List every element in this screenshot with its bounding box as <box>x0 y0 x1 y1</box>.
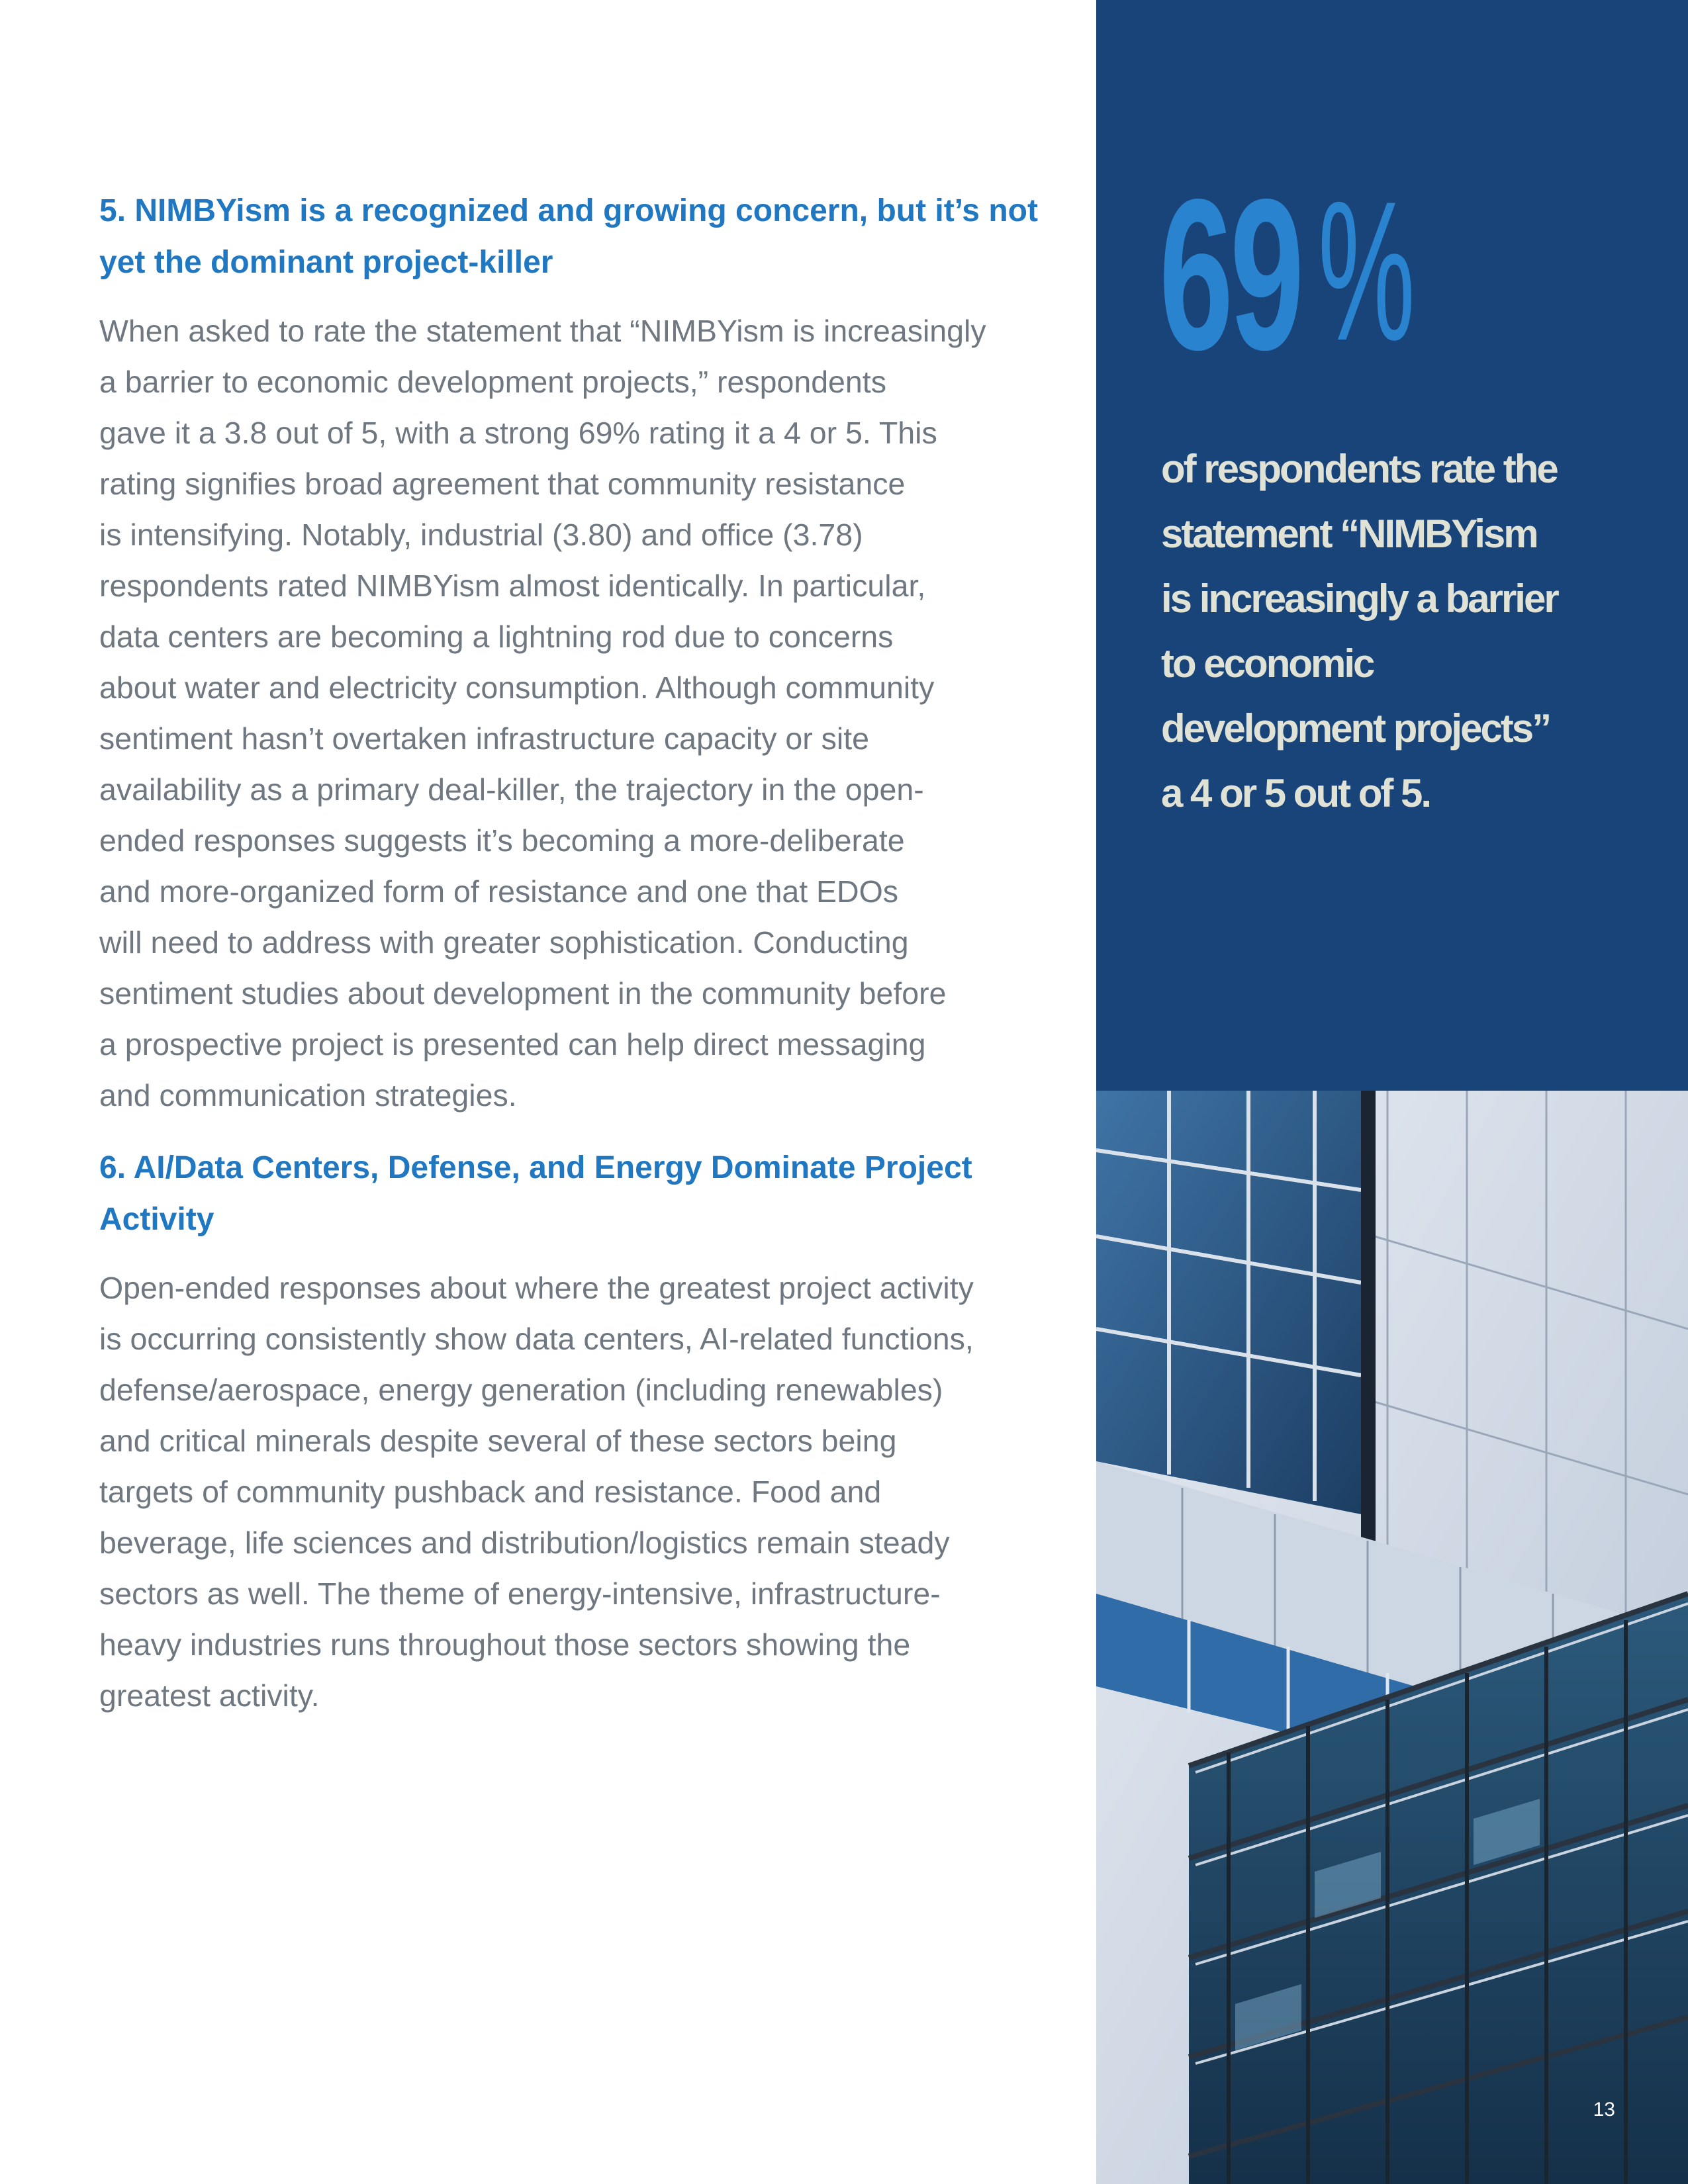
body-line: a barrier to economic development projects,” respondents <box>99 365 886 399</box>
building-facade-illustration <box>1096 1091 1688 2184</box>
body-line: Open-ended responses about where the greatest project activity <box>99 1271 974 1305</box>
building-photo <box>1096 1091 1688 2184</box>
caption-line: is increasingly a barrier <box>1161 576 1558 621</box>
body-line: beverage, life sciences and distribution/logistics remain steady <box>99 1525 950 1560</box>
section-5-body <box>99 306 1046 1121</box>
heading-line: yet the dominant project-killer <box>99 245 553 280</box>
body-line: a prospective project is presented can help direct messaging <box>99 1027 926 1062</box>
heading-line: 5. NIMBYism is a recognized and growing concern, but it’s not <box>99 193 1038 228</box>
caption-line: of respondents rate the <box>1161 447 1557 491</box>
body-line: will need to address with greater sophistication. Conducting <box>99 925 909 960</box>
stat-callout-panel <box>1096 0 1688 1091</box>
caption-line: statement “NIMBYism <box>1161 512 1537 556</box>
body-line: ended responses suggests it’s becoming a more-deliberate <box>99 823 905 858</box>
section-6-body <box>99 1263 1046 1721</box>
body-line: is occurring consistently show data centers, AI-related functions, <box>99 1322 974 1356</box>
stat-digits: 69 <box>1159 154 1301 394</box>
body-line: data centers are becoming a lightning rod due to concerns <box>99 619 894 654</box>
body-line: respondents rated NIMBYism almost identically. In particular, <box>99 569 926 603</box>
stat-percent-sign: % <box>1318 159 1415 382</box>
body-line: and more-organized form of resistance and one that EDOs <box>99 874 899 909</box>
body-line: heavy industries runs throughout those sectors showing the <box>99 1627 911 1662</box>
body-line: targets of community pushback and resistance. Food and <box>99 1475 882 1509</box>
body-line: sentiment hasn’t overtaken infrastructure capacity or site <box>99 721 870 756</box>
heading-line: 6. AI/Data Centers, Defense, and Energy Dominate Project <box>99 1150 972 1185</box>
body-line: greatest activity. <box>99 1678 320 1713</box>
caption-line: to economic <box>1161 641 1374 686</box>
body-line: gave it a 3.8 out of 5, with a strong 69% rating it a 4 or 5. This <box>99 416 937 450</box>
body-line: When asked to rate the statement that “NIMBYism is increasingly <box>99 314 986 348</box>
body-line: rating signifies broad agreement that community resistance <box>99 467 906 501</box>
body-line: and critical minerals despite several of these sectors being <box>99 1424 897 1458</box>
body-line: availability as a primary deal-killer, the trajectory in the open- <box>99 772 924 807</box>
page-number: 13 <box>1593 2099 1615 2120</box>
caption-line: a 4 or 5 out of 5. <box>1161 771 1430 815</box>
main-content <box>99 185 1046 1721</box>
section-6-heading <box>99 1142 1046 1246</box>
section-5-heading <box>99 185 1046 289</box>
body-line: is intensifying. Notably, industrial (3.80) and office (3.78) <box>99 518 863 552</box>
body-line: and communication strategies. <box>99 1078 517 1113</box>
stat-number <box>1159 154 1495 394</box>
stat-caption <box>1161 437 1664 826</box>
body-line: defense/aerospace, energy generation (including renewables) <box>99 1373 943 1407</box>
heading-line: Activity <box>99 1202 214 1237</box>
body-line: sentiment studies about development in the community before <box>99 976 947 1011</box>
body-line: about water and electricity consumption. Although community <box>99 670 935 705</box>
body-line: sectors as well. The theme of energy-intensive, infrastructure- <box>99 1576 941 1611</box>
caption-line: development projects” <box>1161 706 1550 751</box>
